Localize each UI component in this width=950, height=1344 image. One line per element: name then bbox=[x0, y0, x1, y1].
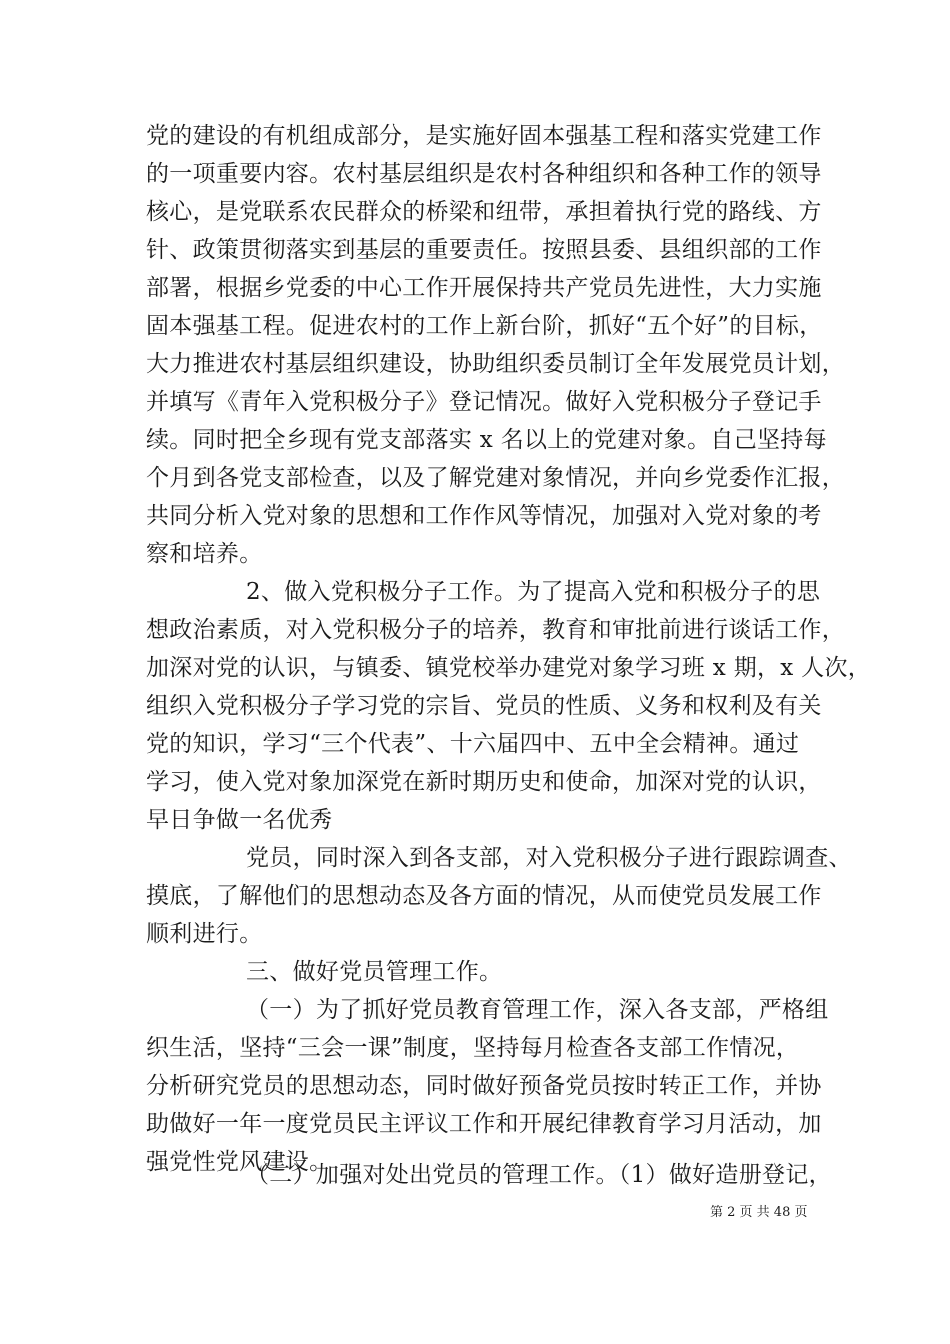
section-heading: 三、做好党员管理工作。 bbox=[246, 959, 503, 985]
text-line: 共同分析入党对象的思想和工作作风等情况，加强对入党对象的考 bbox=[146, 503, 822, 529]
text-line: 2、做入党积极分子工作。为了提高入党和积极分子的思 bbox=[246, 579, 821, 605]
text-line: 学习，使入党对象加深党在新时期历史和使命，加深对党的认识， bbox=[146, 769, 822, 795]
text-line: 针、政策贯彻落实到基层的重要责任。按照县委、县组织部的工作 bbox=[146, 237, 822, 263]
text-line: 察和培养。 bbox=[146, 541, 263, 567]
text-line: 部署，根据乡党委的中心工作开展保持共产党员先进性，大力实施 bbox=[146, 275, 822, 301]
text-line: 想政治素质，对入党积极分子的培养，教育和审批前进行谈话工作， bbox=[146, 617, 845, 643]
text-line: 大力推进农村基层组织建设，协助组织委员制订全年发展党员计划， bbox=[146, 351, 845, 377]
text-line: 核心，是党联系农民群众的桥梁和纽带，承担着执行党的路线、方 bbox=[146, 199, 822, 225]
text-line: 党员，同时深入到各支部，对入党积极分子进行跟踪调查、 bbox=[246, 845, 852, 871]
text-line: 并填写《青年入党积极分子》登记情况。做好入党积极分子登记手 bbox=[146, 389, 822, 415]
text-line: 组织入党积极分子学习党的宗旨、党员的性质、义务和权利及有关 bbox=[146, 693, 822, 719]
text-line: 早日争做一名优秀 bbox=[146, 807, 333, 833]
text-line: 助做好一年一度党员民主评议工作和开展纪律教育学习月活动，加 bbox=[146, 1111, 822, 1137]
text-line: 分析研究党员的思想动态，同时做好预备党员按时转正工作，并协 bbox=[146, 1073, 822, 1099]
text-line: 续。同时把全乡现有党支部落实 x 名以上的党建对象。自己坚持每 bbox=[146, 427, 827, 453]
text-line: （二）加强对处出党员的管理工作。（1）做好造册登记， bbox=[246, 1162, 832, 1188]
text-line: 的一项重要内容。农村基层组织是农村各种组织和各种工作的领导 bbox=[146, 161, 822, 187]
text-line: 摸底，了解他们的思想动态及各方面的情况，从而使党员发展工作 bbox=[146, 883, 822, 909]
text-line: 织生活，坚持“三会一课”制度，坚持每月检查各支部工作情况， bbox=[146, 1035, 800, 1061]
text-line: 固本强基工程。促进农村的工作上新台阶，抓好“五个好”的目标， bbox=[146, 313, 823, 339]
text-line: 强党性党风建设。 bbox=[146, 1149, 333, 1175]
page-number-footer: 第 2 页 共 48 页 bbox=[710, 1205, 808, 1220]
text-line: 党的建设的有机组成部分，是实施好固本强基工程和落实党建工作 bbox=[146, 123, 822, 149]
text-line: 顺利进行。 bbox=[146, 921, 263, 947]
text-line: 个月到各党支部检查，以及了解党建对象情况，并向乡党委作汇报， bbox=[146, 465, 845, 491]
text-line: （一）为了抓好党员教育管理工作，深入各支部，严格组 bbox=[246, 997, 829, 1023]
text-line: 党的知识，学习“三个代表”、十六届四中、五中全会精神。通过 bbox=[146, 731, 800, 757]
text-line: 加深对党的认识，与镇委、镇党校举办建党对象学习班 x 期，x 人次， bbox=[146, 655, 872, 681]
